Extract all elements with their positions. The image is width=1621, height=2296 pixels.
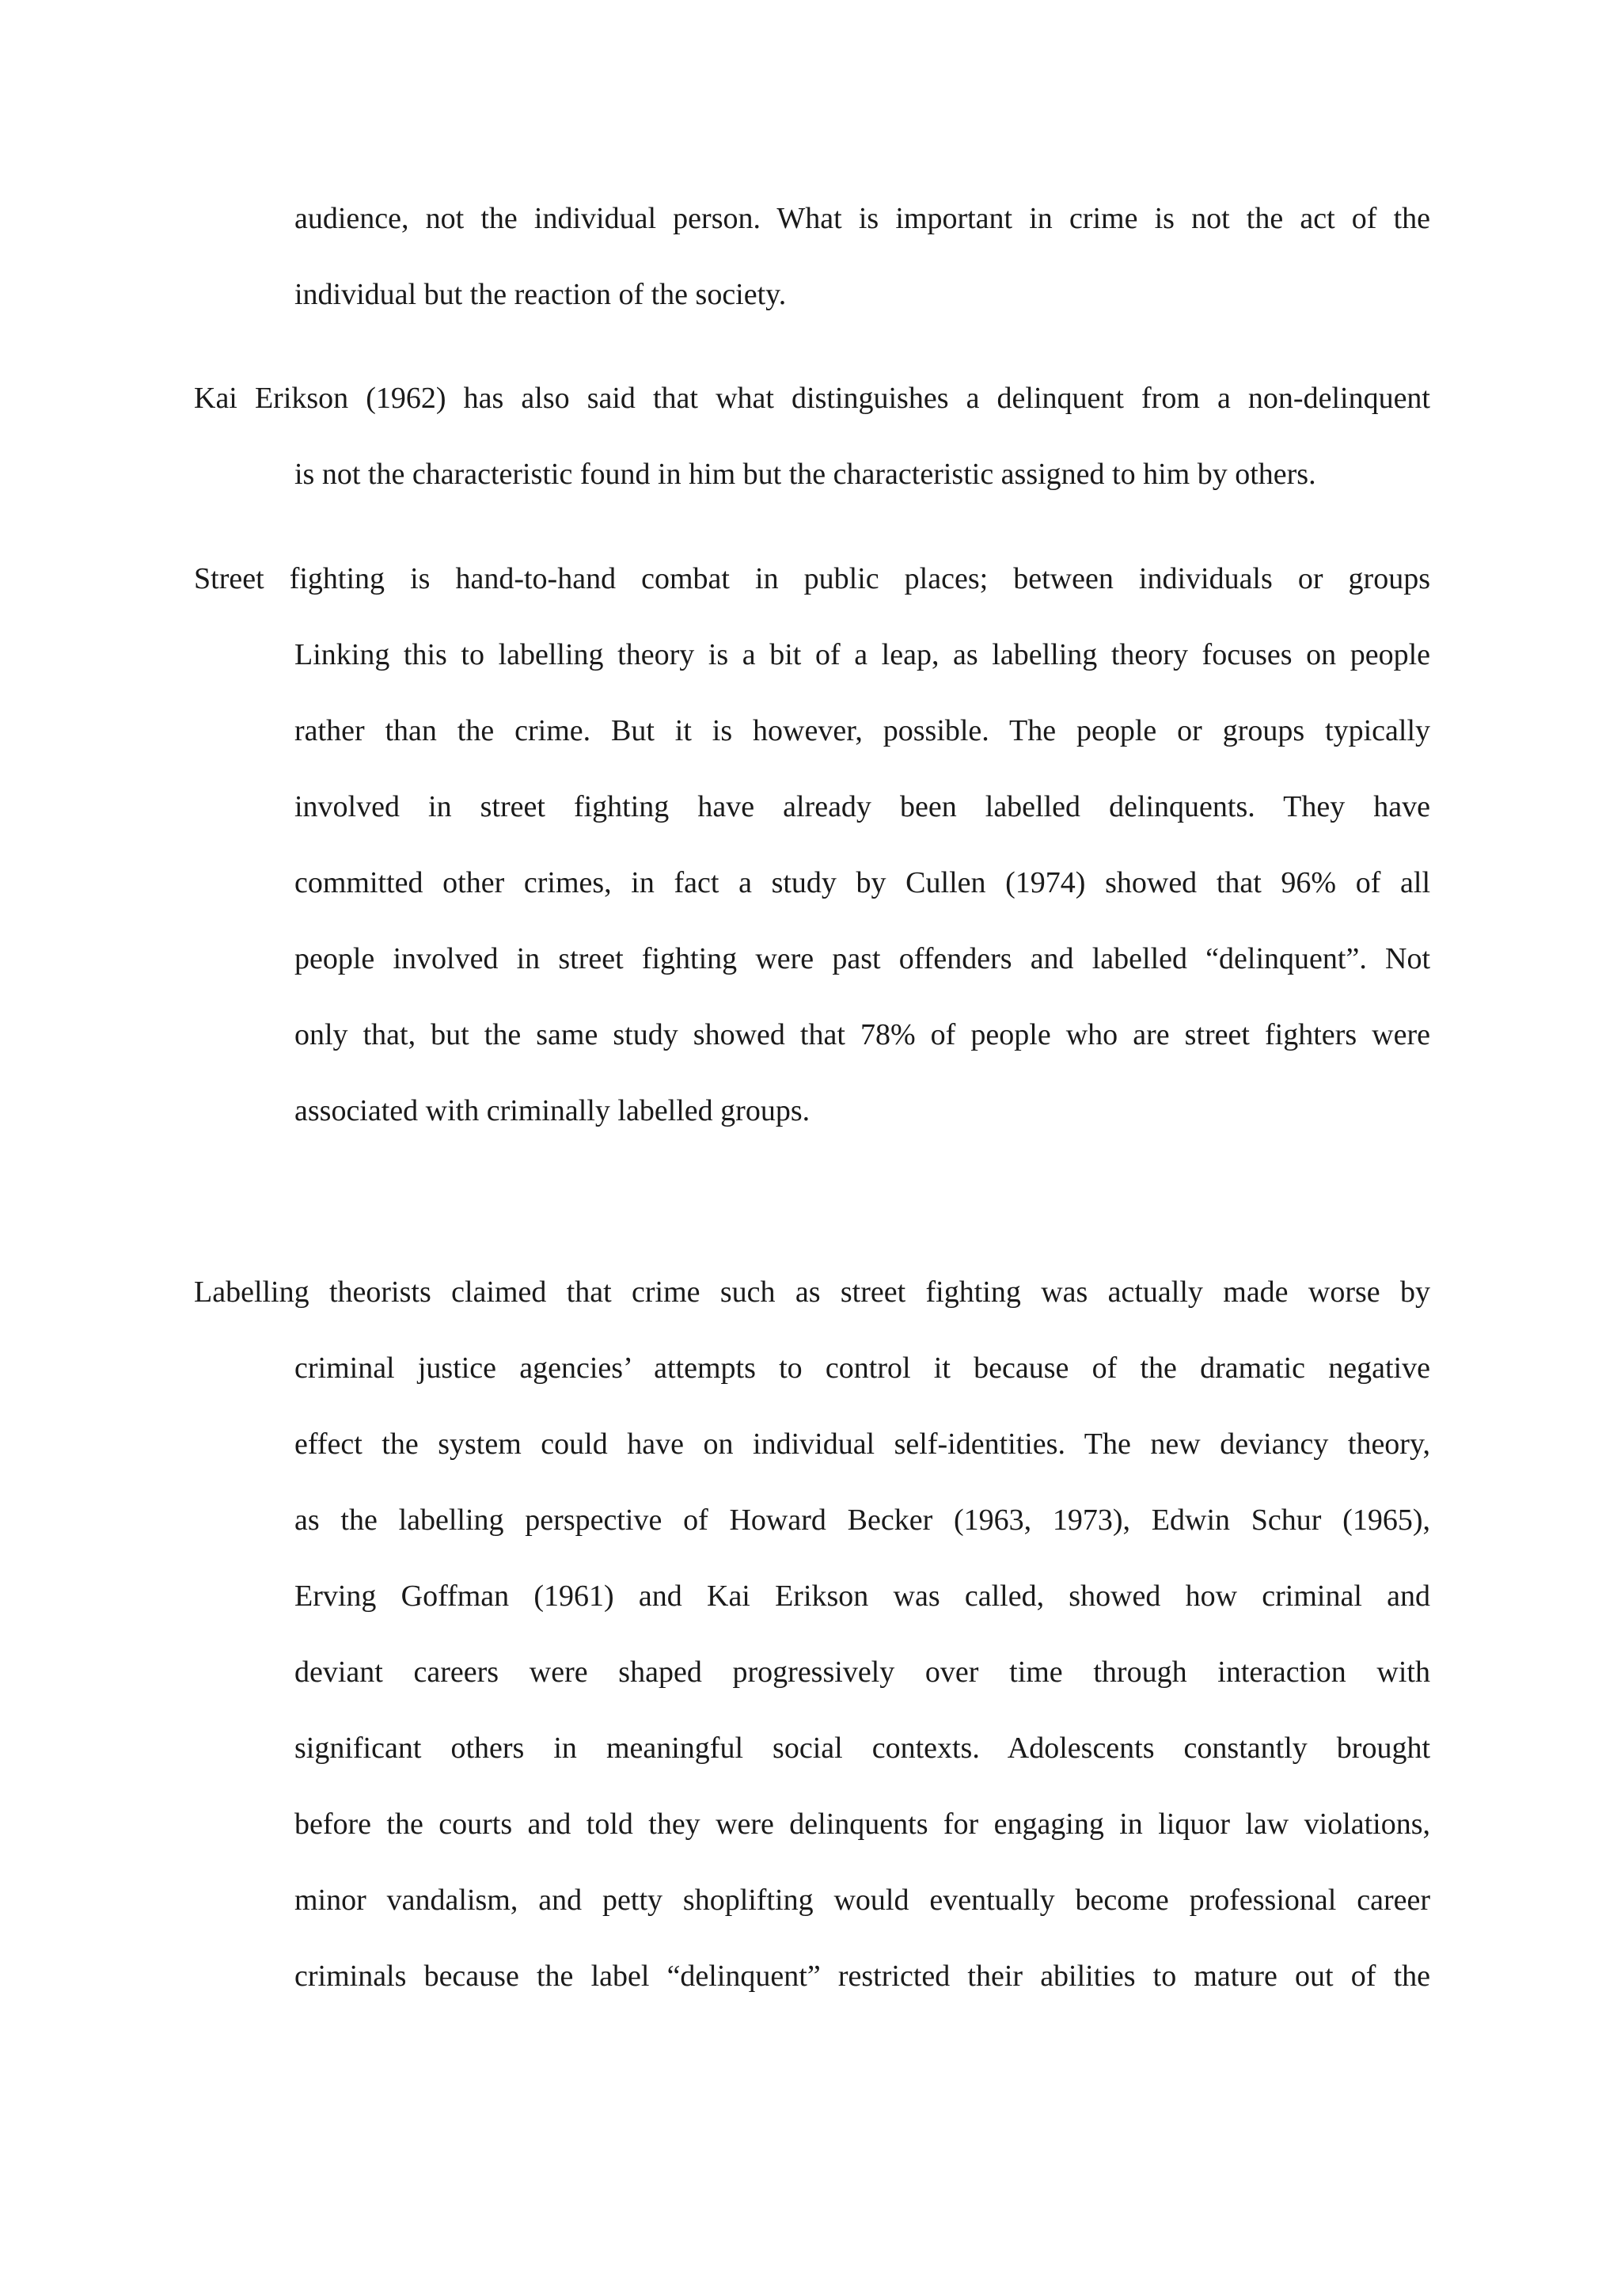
- text-line: committed other crimes, in fact a study by Cullen (1974) showed that 96% of all: [294, 866, 1430, 899]
- text-line: associated with criminally labelled groups.: [294, 1094, 810, 1127]
- text-line: involved in street fighting have already been labelled delinquents. They have: [294, 790, 1430, 823]
- text-line: criminal justice agencies’ attempts to control it because of the dramatic negative: [294, 1351, 1430, 1385]
- text-line: Street fighting is hand-to-hand combat in public places; between individuals or groups: [194, 562, 1430, 595]
- text-line: rather than the crime. But it is however, possible. The people or groups typically: [294, 714, 1430, 747]
- text-line: minor vandalism, and petty shoplifting would eventually become professional career: [294, 1884, 1430, 1917]
- paragraph-1: [194, 181, 1430, 333]
- paragraph-2: [194, 360, 1430, 512]
- text-line: people involved in street fighting were past offenders and labelled “delinquent”. Not: [294, 942, 1430, 975]
- text-line: Linking this to labelling theory is a bit of a leap, as labelling theory focuses on people: [294, 638, 1430, 671]
- text-line: effect the system could have on individual self-identities. The new deviancy theory,: [294, 1427, 1430, 1461]
- paragraph-4: [194, 1254, 1430, 2014]
- text-line: individual but the reaction of the society.: [294, 278, 787, 311]
- text-line: as the labelling perspective of Howard Becker (1963, 1973), Edwin Schur (1965),: [294, 1503, 1430, 1537]
- text-line: before the courts and told they were delinquents for engaging in liquor law violations,: [294, 1808, 1430, 1841]
- paragraph-3: [194, 541, 1430, 1149]
- text-line: criminals because the label “delinquent” restricted their abilities to mature out of the: [294, 1960, 1430, 1993]
- text-line: deviant careers were shaped progressively over time through interaction with: [294, 1655, 1430, 1689]
- text-line: Erving Goffman (1961) and Kai Erikson was called, showed how criminal and: [294, 1579, 1430, 1613]
- text-line: is not the characteristic found in him but the characteristic assigned to him by others.: [294, 458, 1316, 491]
- text-line: audience, not the individual person. What is important in crime is not the act of the: [294, 202, 1430, 235]
- text-line: Labelling theorists claimed that crime such as street fighting was actually made worse by: [194, 1275, 1430, 1309]
- text-line: only that, but the same study showed that 78% of people who are street fighters were: [294, 1018, 1430, 1051]
- text-line: Kai Erikson (1962) has also said that what distinguishes a delinquent from a non-delinquent: [194, 382, 1430, 415]
- text-line: significant others in meaningful social contexts. Adolescents constantly brought: [294, 1732, 1430, 1765]
